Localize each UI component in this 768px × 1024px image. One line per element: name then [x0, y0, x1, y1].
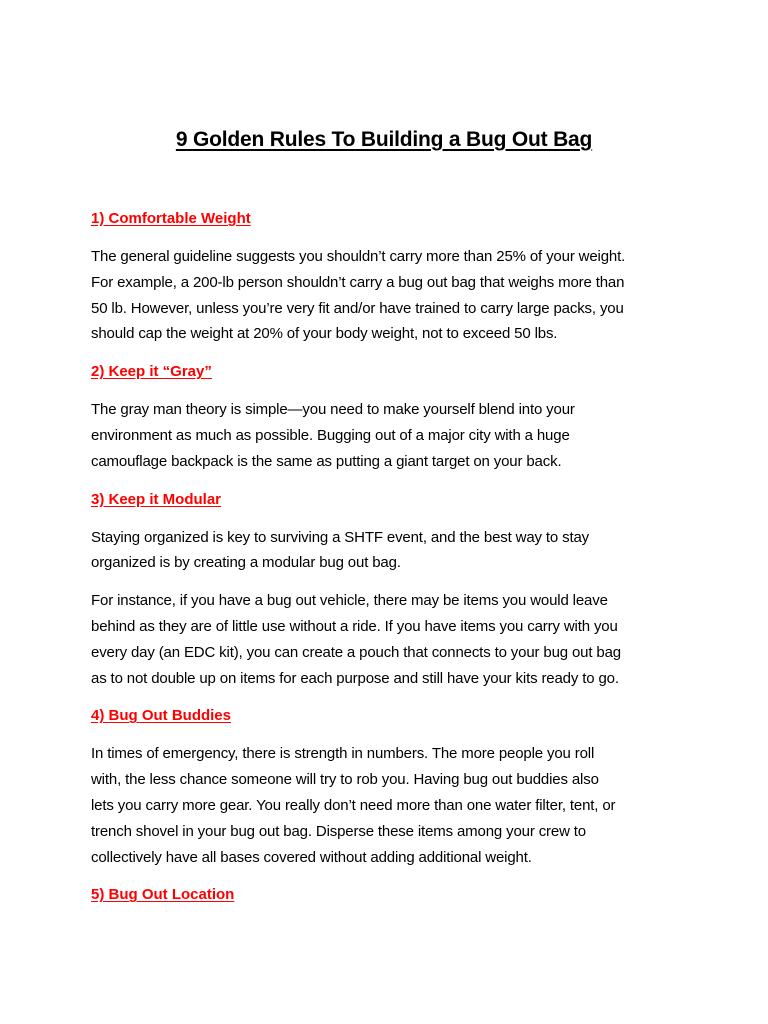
paragraph-line: For example, a 200-lb person shouldn’t carry a bug out bag that weighs more than [91, 273, 625, 291]
paragraph-line: as to not double up on items for each purpose and still have your kits ready to go. [91, 669, 619, 687]
paragraph-line: Staying organized is key to surviving a SHTF event, and the best way to stay [91, 528, 590, 546]
paragraph-line: should cap the weight at 20% of your body weight, not to exceed 50 lbs. [91, 325, 558, 343]
document-title: 9 Golden Rules To Building a Bug Out Bag [175, 128, 593, 151]
paragraph-line: lets you carry more gear. You really don’t need more than one water filter, tent, or [91, 796, 616, 814]
paragraph-line: environment as much as possible. Bugging out of a major city with a huge [91, 426, 570, 444]
section-heading-bug-out-buddies: 4) Bug Out Buddies [91, 707, 231, 725]
section-heading-bug-out-location: 5) Bug Out Location [91, 886, 235, 904]
section-paragraph [91, 244, 691, 347]
section-paragraph [91, 588, 691, 691]
paragraph-line: trench shovel in your bug out bag. Disperse these items among your crew to [91, 822, 586, 840]
paragraph-line: The general guideline suggests you shouldn’t carry more than 25% of your weight. [91, 248, 626, 265]
paragraph-line: with, the less chance someone will try to rob you. Having bug out buddies also [91, 771, 599, 789]
paragraph-line: The gray man theory is simple—you need to make yourself blend into your [91, 401, 575, 419]
paragraph-line: collectively have all bases covered without adding additional weight. [91, 848, 532, 866]
section-heading-keep-it-modular: 3) Keep it Modular [91, 490, 222, 508]
paragraph-line: every day (an EDC kit), you can create a pouch that connects to your bug out bag [91, 643, 621, 661]
document-body [91, 206, 691, 920]
paragraph-line: organized is by creating a modular bug out bag. [91, 554, 401, 572]
paragraph-line: For instance, if you have a bug out vehicle, there may be items you would leave [91, 592, 608, 610]
section-paragraph [91, 525, 691, 577]
paragraph-line: behind as they are of little use without a ride. If you have items you carry with you [91, 617, 618, 635]
section-heading-keep-it-gray: 2) Keep it “Gray” [91, 363, 212, 381]
paragraph-line: camouflage backpack is the same as putting a giant target on your back. [91, 452, 562, 470]
section-paragraph [91, 397, 691, 474]
paragraph-line: In times of emergency, there is strength in numbers. The more people you roll [91, 745, 595, 763]
paragraph-line: 50 lb. However, unless you’re very fit and/or have trained to carry large packs, you [91, 299, 624, 317]
section-paragraph [91, 741, 691, 870]
section-heading-comfortable-weight: 1) Comfortable Weight [91, 210, 251, 227]
